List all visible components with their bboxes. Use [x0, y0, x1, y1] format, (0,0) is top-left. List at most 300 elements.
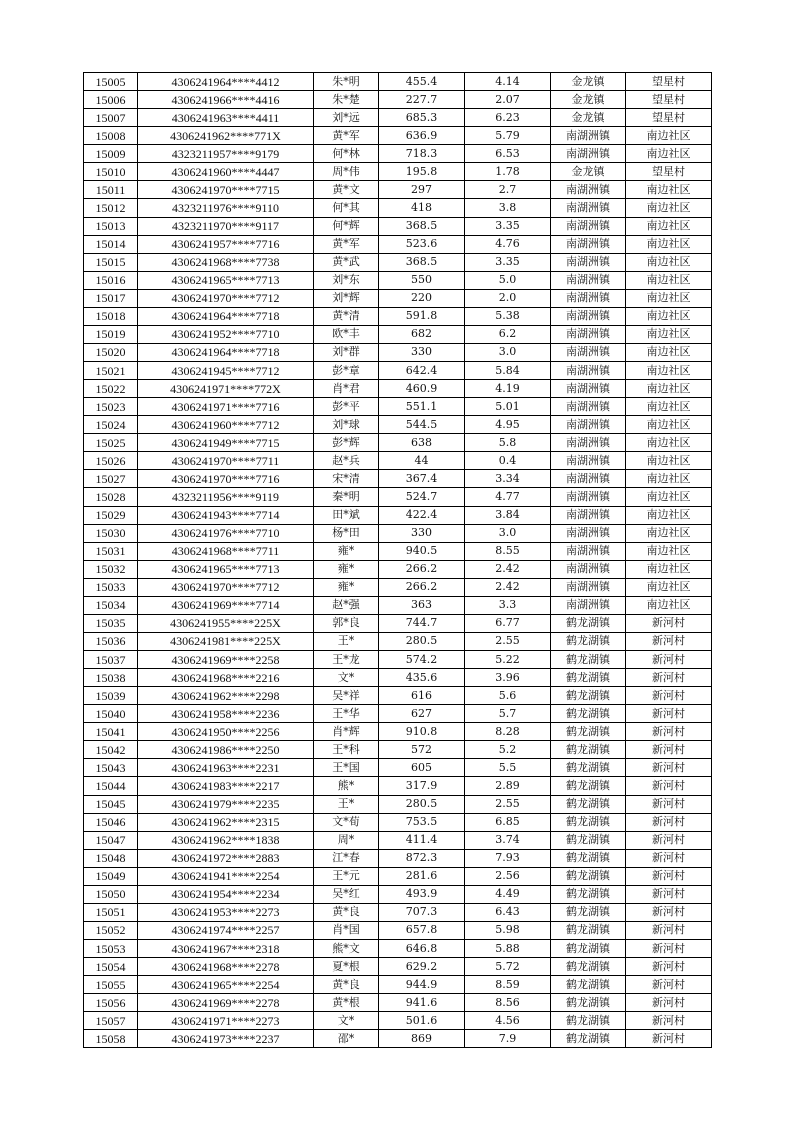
town-cell: 鹤龙湖镇	[551, 994, 626, 1012]
data-table	[83, 72, 712, 1048]
name-cell: 雍*	[314, 560, 379, 578]
amount-cell: 330	[379, 524, 465, 542]
table-row	[84, 596, 712, 614]
seq-cell: 15054	[84, 958, 138, 976]
town-cell: 金龙镇	[551, 73, 626, 91]
seq-cell: 15022	[84, 380, 138, 398]
town-cell: 南湖洲镇	[551, 380, 626, 398]
id-number-cell: 4306241970****7712	[138, 578, 314, 596]
table-row	[84, 235, 712, 253]
area-cell: 5.72	[465, 958, 551, 976]
name-cell: 黄*良	[314, 903, 379, 921]
seq-cell: 15020	[84, 343, 138, 361]
town-cell: 鹤龙湖镇	[551, 885, 626, 903]
amount-cell: 646.8	[379, 940, 465, 958]
table-row	[84, 867, 712, 885]
id-number-cell: 4306241962****2315	[138, 813, 314, 831]
id-number-cell: 4306241963****4411	[138, 109, 314, 127]
area-cell: 3.0	[465, 524, 551, 542]
table-row	[84, 958, 712, 976]
table-row	[84, 217, 712, 235]
id-number-cell: 4323211970****9117	[138, 217, 314, 235]
village-cell: 南边社区	[626, 127, 712, 145]
village-cell: 南边社区	[626, 307, 712, 325]
village-cell: 南边社区	[626, 398, 712, 416]
amount-cell: 627	[379, 705, 465, 723]
area-cell: 5.98	[465, 921, 551, 939]
village-cell: 新河村	[626, 1030, 712, 1048]
village-cell: 新河村	[626, 885, 712, 903]
table-row	[84, 181, 712, 199]
id-number-cell: 4306241941****2254	[138, 867, 314, 885]
village-cell: 南边社区	[626, 325, 712, 343]
name-cell: 文*荀	[314, 813, 379, 831]
name-cell: 秦*明	[314, 488, 379, 506]
seq-cell: 15016	[84, 271, 138, 289]
amount-cell: 524.7	[379, 488, 465, 506]
village-cell: 新河村	[626, 687, 712, 705]
village-cell: 新河村	[626, 903, 712, 921]
table-row	[84, 976, 712, 994]
id-number-cell: 4306241970****7712	[138, 289, 314, 307]
table-row	[84, 271, 712, 289]
seq-cell: 15023	[84, 398, 138, 416]
area-cell: 3.3	[465, 596, 551, 614]
name-cell: 杨*田	[314, 524, 379, 542]
village-cell: 南边社区	[626, 217, 712, 235]
id-number-cell: 4306241965****2254	[138, 976, 314, 994]
name-cell: 吴*祥	[314, 687, 379, 705]
seq-cell: 15053	[84, 940, 138, 958]
seq-cell: 15009	[84, 145, 138, 163]
seq-cell: 15037	[84, 651, 138, 669]
table-row	[84, 127, 712, 145]
village-cell: 新河村	[626, 614, 712, 632]
id-number-cell: 4306241970****7716	[138, 470, 314, 488]
area-cell: 4.56	[465, 1012, 551, 1030]
seq-cell: 15047	[84, 831, 138, 849]
table-row	[84, 163, 712, 181]
amount-cell: 227.7	[379, 91, 465, 109]
name-cell: 黄*武	[314, 253, 379, 271]
area-cell: 0.4	[465, 452, 551, 470]
town-cell: 南湖洲镇	[551, 253, 626, 271]
area-cell: 5.22	[465, 651, 551, 669]
area-cell: 4.14	[465, 73, 551, 91]
name-cell: 肖*国	[314, 921, 379, 939]
id-number-cell: 4306241967****2318	[138, 940, 314, 958]
id-number-cell: 4306241952****7710	[138, 325, 314, 343]
amount-cell: 944.9	[379, 976, 465, 994]
name-cell: 王*华	[314, 705, 379, 723]
seq-cell: 15040	[84, 705, 138, 723]
village-cell: 新河村	[626, 940, 712, 958]
seq-cell: 15056	[84, 994, 138, 1012]
area-cell: 3.35	[465, 217, 551, 235]
name-cell: 彭*辉	[314, 434, 379, 452]
amount-cell: 368.5	[379, 253, 465, 271]
village-cell: 南边社区	[626, 253, 712, 271]
table-row	[84, 362, 712, 380]
town-cell: 鹤龙湖镇	[551, 813, 626, 831]
town-cell: 南湖洲镇	[551, 289, 626, 307]
town-cell: 南湖洲镇	[551, 362, 626, 380]
town-cell: 南湖洲镇	[551, 416, 626, 434]
seq-cell: 15007	[84, 109, 138, 127]
amount-cell: 367.4	[379, 470, 465, 488]
seq-cell: 15042	[84, 741, 138, 759]
id-number-cell: 4306241973****2237	[138, 1030, 314, 1048]
town-cell: 鹤龙湖镇	[551, 921, 626, 939]
town-cell: 鹤龙湖镇	[551, 669, 626, 687]
table-row	[84, 813, 712, 831]
table-row	[84, 470, 712, 488]
name-cell: 彭*平	[314, 398, 379, 416]
town-cell: 鹤龙湖镇	[551, 867, 626, 885]
name-cell: 邵*	[314, 1030, 379, 1048]
area-cell: 5.6	[465, 687, 551, 705]
seq-cell: 15046	[84, 813, 138, 831]
table-row	[84, 741, 712, 759]
table-row	[84, 542, 712, 560]
id-number-cell: 4306241968****2216	[138, 669, 314, 687]
village-cell: 新河村	[626, 795, 712, 813]
amount-cell: 910.8	[379, 723, 465, 741]
seq-cell: 15017	[84, 289, 138, 307]
id-number-cell: 4306241950****2256	[138, 723, 314, 741]
name-cell: 刘*辉	[314, 289, 379, 307]
town-cell: 鹤龙湖镇	[551, 723, 626, 741]
town-cell: 南湖洲镇	[551, 235, 626, 253]
town-cell: 鹤龙湖镇	[551, 831, 626, 849]
village-cell: 南边社区	[626, 289, 712, 307]
town-cell: 南湖洲镇	[551, 145, 626, 163]
amount-cell: 317.9	[379, 777, 465, 795]
village-cell: 南边社区	[626, 488, 712, 506]
area-cell: 7.9	[465, 1030, 551, 1048]
seq-cell: 15031	[84, 542, 138, 560]
area-cell: 4.77	[465, 488, 551, 506]
seq-cell: 15038	[84, 669, 138, 687]
name-cell: 周*	[314, 831, 379, 849]
village-cell: 新河村	[626, 849, 712, 867]
id-number-cell: 4306241976****7710	[138, 524, 314, 542]
table-row	[84, 777, 712, 795]
id-number-cell: 4306241960****7712	[138, 416, 314, 434]
area-cell: 4.76	[465, 235, 551, 253]
area-cell: 5.7	[465, 705, 551, 723]
amount-cell: 330	[379, 343, 465, 361]
village-cell: 望星村	[626, 91, 712, 109]
id-number-cell: 4306241979****2235	[138, 795, 314, 813]
amount-cell: 501.6	[379, 1012, 465, 1030]
village-cell: 新河村	[626, 813, 712, 831]
area-cell: 3.8	[465, 199, 551, 217]
village-cell: 南边社区	[626, 506, 712, 524]
seq-cell: 15049	[84, 867, 138, 885]
id-number-cell: 4306241962****771X	[138, 127, 314, 145]
table-row	[84, 921, 712, 939]
area-cell: 2.89	[465, 777, 551, 795]
id-number-cell: 4306241969****7714	[138, 596, 314, 614]
village-cell: 新河村	[626, 651, 712, 669]
name-cell: 何*辉	[314, 217, 379, 235]
table-row	[84, 759, 712, 777]
town-cell: 鹤龙湖镇	[551, 687, 626, 705]
seq-cell: 15050	[84, 885, 138, 903]
village-cell: 南边社区	[626, 380, 712, 398]
town-cell: 鹤龙湖镇	[551, 705, 626, 723]
amount-cell: 363	[379, 596, 465, 614]
amount-cell: 941.6	[379, 994, 465, 1012]
area-cell: 7.93	[465, 849, 551, 867]
id-number-cell: 4323211976****9110	[138, 199, 314, 217]
area-cell: 6.85	[465, 813, 551, 831]
town-cell: 南湖洲镇	[551, 343, 626, 361]
area-cell: 3.74	[465, 831, 551, 849]
area-cell: 5.84	[465, 362, 551, 380]
town-cell: 南湖洲镇	[551, 199, 626, 217]
area-cell: 8.28	[465, 723, 551, 741]
amount-cell: 550	[379, 271, 465, 289]
village-cell: 望星村	[626, 109, 712, 127]
name-cell: 朱*明	[314, 73, 379, 91]
name-cell: 肖*辉	[314, 723, 379, 741]
table-row	[84, 849, 712, 867]
amount-cell: 368.5	[379, 217, 465, 235]
area-cell: 4.49	[465, 885, 551, 903]
village-cell: 南边社区	[626, 452, 712, 470]
town-cell: 金龙镇	[551, 109, 626, 127]
seq-cell: 15041	[84, 723, 138, 741]
name-cell: 田*斌	[314, 506, 379, 524]
amount-cell: 266.2	[379, 560, 465, 578]
seq-cell: 15058	[84, 1030, 138, 1048]
town-cell: 南湖洲镇	[551, 560, 626, 578]
table-row	[84, 109, 712, 127]
village-cell: 南边社区	[626, 271, 712, 289]
village-cell: 新河村	[626, 741, 712, 759]
village-cell: 新河村	[626, 958, 712, 976]
town-cell: 鹤龙湖镇	[551, 651, 626, 669]
town-cell: 南湖洲镇	[551, 470, 626, 488]
name-cell: 赵*强	[314, 596, 379, 614]
table-row	[84, 73, 712, 91]
id-number-cell: 4306241953****2273	[138, 903, 314, 921]
name-cell: 江*春	[314, 849, 379, 867]
town-cell: 鹤龙湖镇	[551, 632, 626, 650]
id-number-cell: 4306241965****7713	[138, 271, 314, 289]
town-cell: 南湖洲镇	[551, 488, 626, 506]
amount-cell: 493.9	[379, 885, 465, 903]
table-row	[84, 380, 712, 398]
amount-cell: 266.2	[379, 578, 465, 596]
area-cell: 6.23	[465, 109, 551, 127]
amount-cell: 753.5	[379, 813, 465, 831]
village-cell: 南边社区	[626, 560, 712, 578]
table-row	[84, 885, 712, 903]
amount-cell: 44	[379, 452, 465, 470]
id-number-cell: 4306241968****7711	[138, 542, 314, 560]
name-cell: 黄*根	[314, 994, 379, 1012]
area-cell: 3.0	[465, 343, 551, 361]
table-row	[84, 289, 712, 307]
village-cell: 新河村	[626, 777, 712, 795]
amount-cell: 707.3	[379, 903, 465, 921]
seq-cell: 15015	[84, 253, 138, 271]
id-number-cell: 4306241943****7714	[138, 506, 314, 524]
amount-cell: 281.6	[379, 867, 465, 885]
town-cell: 南湖洲镇	[551, 398, 626, 416]
town-cell: 南湖洲镇	[551, 524, 626, 542]
amount-cell: 460.9	[379, 380, 465, 398]
name-cell: 黄*军	[314, 127, 379, 145]
town-cell: 南湖洲镇	[551, 325, 626, 343]
name-cell: 王*	[314, 632, 379, 650]
name-cell: 夏*根	[314, 958, 379, 976]
table-row	[84, 795, 712, 813]
seq-cell: 15018	[84, 307, 138, 325]
town-cell: 鹤龙湖镇	[551, 976, 626, 994]
amount-cell: 574.2	[379, 651, 465, 669]
name-cell: 彭*章	[314, 362, 379, 380]
name-cell: 熊*	[314, 777, 379, 795]
area-cell: 8.56	[465, 994, 551, 1012]
seq-cell: 15006	[84, 91, 138, 109]
id-number-cell: 4306241954****2234	[138, 885, 314, 903]
name-cell: 熊*文	[314, 940, 379, 958]
amount-cell: 418	[379, 199, 465, 217]
town-cell: 南湖洲镇	[551, 307, 626, 325]
amount-cell: 280.5	[379, 632, 465, 650]
area-cell: 6.53	[465, 145, 551, 163]
table-row	[84, 416, 712, 434]
amount-cell: 872.3	[379, 849, 465, 867]
area-cell: 3.34	[465, 470, 551, 488]
village-cell: 南边社区	[626, 470, 712, 488]
name-cell: 文*	[314, 1012, 379, 1030]
table-row	[84, 398, 712, 416]
name-cell: 郭*良	[314, 614, 379, 632]
amount-cell: 744.7	[379, 614, 465, 632]
seq-cell: 15024	[84, 416, 138, 434]
town-cell: 金龙镇	[551, 163, 626, 181]
village-cell: 望星村	[626, 163, 712, 181]
id-number-cell: 4306241981****225X	[138, 632, 314, 650]
table-row	[84, 452, 712, 470]
id-number-cell: 4306241964****4412	[138, 73, 314, 91]
seq-cell: 15029	[84, 506, 138, 524]
seq-cell: 15057	[84, 1012, 138, 1030]
id-number-cell: 4306241972****2883	[138, 849, 314, 867]
amount-cell: 940.5	[379, 542, 465, 560]
town-cell: 鹤龙湖镇	[551, 940, 626, 958]
table-row	[84, 632, 712, 650]
amount-cell: 455.4	[379, 73, 465, 91]
table-row	[84, 994, 712, 1012]
amount-cell: 297	[379, 181, 465, 199]
table-row	[84, 343, 712, 361]
id-number-cell: 4306241971****2273	[138, 1012, 314, 1030]
name-cell: 刘*东	[314, 271, 379, 289]
town-cell: 南湖洲镇	[551, 181, 626, 199]
id-number-cell: 4306241962****2298	[138, 687, 314, 705]
table-row	[84, 669, 712, 687]
town-cell: 鹤龙湖镇	[551, 958, 626, 976]
amount-cell: 636.9	[379, 127, 465, 145]
town-cell: 鹤龙湖镇	[551, 759, 626, 777]
table-body	[84, 73, 712, 1048]
town-cell: 南湖洲镇	[551, 271, 626, 289]
seq-cell: 15012	[84, 199, 138, 217]
town-cell: 鹤龙湖镇	[551, 903, 626, 921]
table-row	[84, 434, 712, 452]
name-cell: 雍*	[314, 542, 379, 560]
id-number-cell: 4306241955****225X	[138, 614, 314, 632]
table-row	[84, 651, 712, 669]
village-cell: 新河村	[626, 831, 712, 849]
area-cell: 6.43	[465, 903, 551, 921]
id-number-cell: 4306241969****2258	[138, 651, 314, 669]
amount-cell: 523.6	[379, 235, 465, 253]
town-cell: 鹤龙湖镇	[551, 741, 626, 759]
table-row	[84, 199, 712, 217]
amount-cell: 280.5	[379, 795, 465, 813]
village-cell: 新河村	[626, 921, 712, 939]
amount-cell: 682	[379, 325, 465, 343]
name-cell: 刘*球	[314, 416, 379, 434]
id-number-cell: 4306241962****1838	[138, 831, 314, 849]
amount-cell: 591.8	[379, 307, 465, 325]
village-cell: 南边社区	[626, 362, 712, 380]
seq-cell: 15052	[84, 921, 138, 939]
table-row	[84, 488, 712, 506]
table-row	[84, 940, 712, 958]
name-cell: 王*龙	[314, 651, 379, 669]
town-cell: 鹤龙湖镇	[551, 614, 626, 632]
table-row	[84, 687, 712, 705]
town-cell: 鹤龙湖镇	[551, 849, 626, 867]
table-row	[84, 903, 712, 921]
table-row	[84, 145, 712, 163]
town-cell: 南湖洲镇	[551, 542, 626, 560]
seq-cell: 15051	[84, 903, 138, 921]
area-cell: 6.2	[465, 325, 551, 343]
name-cell: 何*其	[314, 199, 379, 217]
town-cell: 鹤龙湖镇	[551, 1030, 626, 1048]
area-cell: 5.38	[465, 307, 551, 325]
village-cell: 南边社区	[626, 181, 712, 199]
seq-cell: 15039	[84, 687, 138, 705]
id-number-cell: 4306241960****4447	[138, 163, 314, 181]
name-cell: 王*元	[314, 867, 379, 885]
table-row	[84, 578, 712, 596]
village-cell: 新河村	[626, 632, 712, 650]
seq-cell: 15011	[84, 181, 138, 199]
village-cell: 新河村	[626, 705, 712, 723]
id-number-cell: 4306241968****7738	[138, 253, 314, 271]
seq-cell: 15014	[84, 235, 138, 253]
name-cell: 刘*群	[314, 343, 379, 361]
area-cell: 2.56	[465, 867, 551, 885]
area-cell: 2.0	[465, 289, 551, 307]
table-row	[84, 560, 712, 578]
area-cell: 5.2	[465, 741, 551, 759]
town-cell: 南湖洲镇	[551, 434, 626, 452]
town-cell: 南湖洲镇	[551, 452, 626, 470]
area-cell: 3.96	[465, 669, 551, 687]
area-cell: 2.07	[465, 91, 551, 109]
